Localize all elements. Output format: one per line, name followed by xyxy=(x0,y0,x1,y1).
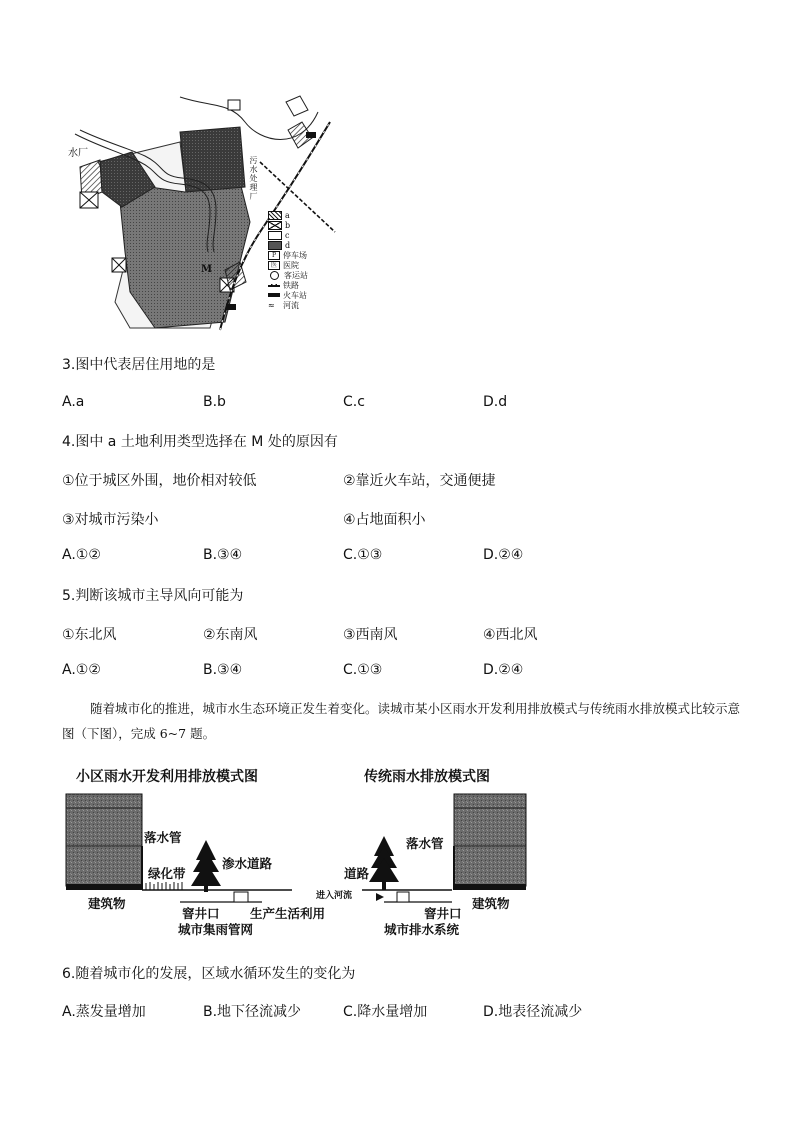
q3-option-c[interactable]: C.c xyxy=(343,394,365,410)
green-belt-grass xyxy=(146,882,182,890)
legend-b xyxy=(268,220,340,230)
q6-stem: 6.随着城市化的发展，区域水循环发生的变化为 xyxy=(62,966,356,982)
legend-train xyxy=(268,290,340,300)
q3-option-b[interactable]: B.b xyxy=(203,394,226,410)
q4-statement-2: ②靠近火车站，交通便捷 xyxy=(343,473,496,489)
right-tree-icon xyxy=(369,836,399,890)
legend-a-label: a xyxy=(285,210,290,220)
river-label: 进入河流 xyxy=(316,891,353,901)
legend-rail xyxy=(268,280,340,290)
right-diagram-title: 传统雨水排放模式图 xyxy=(364,769,490,785)
q4-stem: 4.图中 a 土地利用类型选择在 M 处的原因有 xyxy=(62,434,338,450)
q3-option-a[interactable]: A.a xyxy=(62,394,85,410)
legend-b-swatch xyxy=(268,221,282,230)
q5-statement-1: ①东北风 xyxy=(62,627,117,643)
sewage-plant-label: 污水处理厂 xyxy=(249,156,258,201)
road-label: 道路 xyxy=(344,866,370,881)
rainwater-diagram xyxy=(62,790,532,940)
hospital-icon xyxy=(228,100,240,110)
q4-option-c[interactable]: C.①③ xyxy=(343,547,383,563)
right-downpipe-label: 落水管 xyxy=(406,836,444,851)
q5-option-b[interactable]: B.③④ xyxy=(203,662,243,678)
left-downpipe-label: 落水管 xyxy=(144,830,182,845)
legend-c-label: c xyxy=(285,230,290,240)
left-manhole-label: 窨井口 xyxy=(182,906,220,921)
q5-option-c[interactable]: C.①③ xyxy=(343,662,383,678)
q4-option-d[interactable]: D.②④ xyxy=(483,547,524,563)
legend-bus-label: 客运站 xyxy=(284,270,308,280)
river-arrow-icon xyxy=(376,893,384,901)
land-b-box-2 xyxy=(112,258,126,272)
m-label: M xyxy=(201,264,213,275)
parking-icon: P xyxy=(268,251,280,260)
q5-stem: 5.判断该城市主导风向可能为 xyxy=(62,588,244,604)
left-manhole xyxy=(234,892,248,902)
drainage-system-label: 城市排水系统 xyxy=(384,922,460,937)
left-tree-icon xyxy=(191,840,221,892)
right-building-label: 建筑物 xyxy=(472,896,510,911)
legend-c-swatch xyxy=(268,231,282,240)
station-icon xyxy=(306,132,316,138)
legend-d-label: d xyxy=(285,240,291,250)
legend-d xyxy=(268,240,340,250)
map-legend xyxy=(268,210,340,310)
green-belt-label: 绿化带 xyxy=(148,866,186,881)
q4-statement-4: ④占地面积小 xyxy=(343,512,426,528)
land-b-box-1 xyxy=(80,192,98,208)
left-building-label: 建筑物 xyxy=(88,896,126,911)
q5-option-d[interactable]: D.②④ xyxy=(483,662,524,678)
q6-option-b[interactable]: B.地下径流减少 xyxy=(203,1004,302,1020)
q5-statement-3: ③西南风 xyxy=(343,627,398,643)
right-manhole xyxy=(397,892,409,902)
q3-option-d[interactable]: D.d xyxy=(483,394,508,410)
passage-text: 随着城市化的推进，城市水生态环境正发生着变化。读城市某小区雨水开发利用排放模式与传统雨水排放模式比较示意图（下图），完成 6~7 题。 xyxy=(62,701,741,741)
city-land-use-map xyxy=(60,92,340,332)
legend-river-label: 河流 xyxy=(283,300,299,310)
q6-option-c[interactable]: C.降水量增加 xyxy=(343,1004,428,1020)
legend-hospital xyxy=(268,260,340,270)
permeable-road-label: 渗水道路 xyxy=(222,856,273,871)
left-diagram-title: 小区雨水开发利用排放模式图 xyxy=(76,769,258,785)
bus-station-icon xyxy=(270,271,279,280)
q6-option-a[interactable]: A.蒸发量增加 xyxy=(62,1004,146,1020)
q5-statement-4: ④西北风 xyxy=(483,627,538,643)
q4-option-b[interactable]: B.③④ xyxy=(203,547,243,563)
q3-stem: 3.图中代表居住用地的是 xyxy=(62,357,216,373)
land-d-area xyxy=(180,127,245,192)
railway-legend-icon xyxy=(268,284,280,287)
water-plant-label: 水厂 xyxy=(68,148,88,159)
legend-d-swatch xyxy=(268,241,282,250)
reuse-label: 生产生活利用 xyxy=(250,906,326,921)
q6-option-d[interactable]: D.地表径流减少 xyxy=(483,1004,583,1020)
collection-network-label: 城市集雨管网 xyxy=(178,922,254,937)
q4-statement-1: ①位于城区外围，地价相对较低 xyxy=(62,473,257,489)
hospital-legend-icon: 医 xyxy=(268,261,280,270)
legend-c xyxy=(268,230,340,240)
right-manhole-label: 窨井口 xyxy=(424,906,462,921)
legend-hospital-label: 医院 xyxy=(283,260,299,270)
q4-option-a[interactable]: A.①② xyxy=(62,547,101,563)
land-b-northeast xyxy=(286,96,308,116)
legend-bus xyxy=(268,270,340,280)
train-station-legend-icon xyxy=(268,293,280,297)
legend-rail-label: 铁路 xyxy=(283,280,299,290)
q5-option-a[interactable]: A.①② xyxy=(62,662,101,678)
train-station-icon xyxy=(226,304,236,310)
q5-statement-2: ②东南风 xyxy=(203,627,258,643)
legend-b-label: b xyxy=(285,220,291,230)
legend-parking xyxy=(268,250,340,260)
legend-a xyxy=(268,210,340,220)
legend-parking-label: 停车场 xyxy=(283,250,307,260)
q4-statement-3: ③对城市污染小 xyxy=(62,512,159,528)
legend-a-swatch xyxy=(268,211,282,220)
river-legend-icon: ≈ xyxy=(268,300,275,310)
legend-river xyxy=(268,300,340,310)
legend-train-label: 火车站 xyxy=(283,290,307,300)
